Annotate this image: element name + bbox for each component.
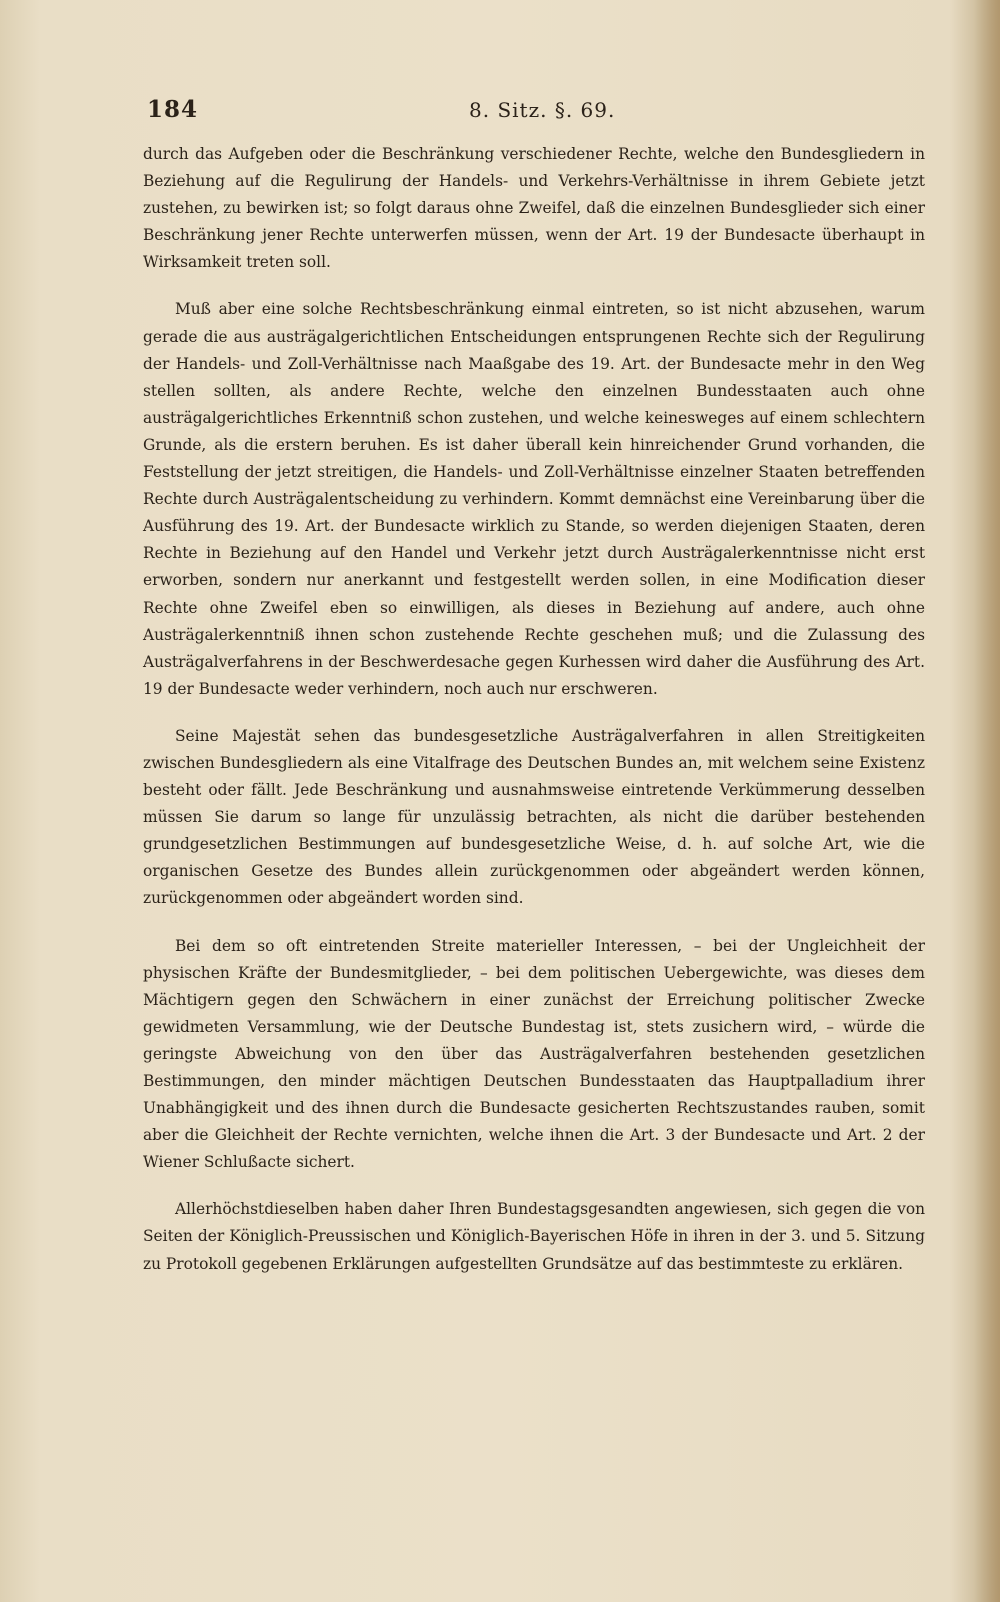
page-number: 184: [147, 96, 199, 123]
running-head: 8. Sitz. §. 69.: [469, 98, 616, 122]
spine-shadow: [974, 0, 1000, 1602]
paragraph-3: Seine Majestät sehen das bundesgesetzliche Austrägalverfahren in allen Streitigkeiten zwischen Bundesgliedern als eine Vitalfrage des Deutschen Bundes an, mit welchem seine Existenz besteht oder fällt. Jede Beschränkung und ausnahmsweise eintretende Verkümmerung desselben müssen Sie darum so lange für unzulässig betrachten, als nicht die darüber bestehenden grundgesetzlichen Bestimmungen auf bundesgesetzliche Weise, d. h. auf solche Art, wie die organischen Gesetze des Bundes allein zurückgenommen oder abgeändert werden können, zurückgenommen oder abgeändert worden sind.: [143, 726, 925, 908]
paragraph-1: durch das Aufgeben oder die Beschränkung verschiedener Rechte, welche den Bundesgliedern in Beziehung auf die Regulirung der Handels- und Verkehrs-Verhältnisse in ihrem Gebiete jetzt zustehen, zu bewirken ist; so folgt daraus ohne Zweifel, daß die einzelnen Bundesglieder sich einer Beschränkung jener Rechte unterwerfen müssen, wenn der Art. 19 der Bundesacte überhaupt in Wirksamkeit treten soll.: [143, 145, 925, 272]
body-text: [143, 141, 925, 1298]
page-header: [140, 96, 916, 130]
paragraph-2: Muß aber eine solche Rechtsbeschränkung einmal eintreten, so ist nicht abzusehen, warum gerade die aus austrägalgerichtlichen Entscheidungen entsprungenen Rechte sich der Regulirung der Handels- und Zoll-Verhältnisse nach Maaßgabe des 19. Art. der Bundesacte mehr in den Weg stellen sollten, als andere Rechte, welche den einzelnen Bundesstaaten auch ohne austrägalgerichtliches Erkenntniß schon zustehen, und welche keinesweges auf einem schlechtern Grunde, als die erstern beruhen. Es ist daher überall kein hinreichender Grund vorhanden, die Feststellung der jetzt streitigen, die Handels- und Zoll-Verhältnisse einzelner Staaten betreffenden Rechte durch Austrägalentscheidung zu verhindern. Kommt demnächst eine Vereinbarung über die Ausführung des 19. Art. der Bundesacte wirklich zu Stande, so werden diejenigen Staaten, deren Rechte in Beziehung auf den Handel und Verkehr jetzt durch Austrägalerkenntnisse nicht erst erworben, sondern nur anerkannt und festgestellt werden sollen, in eine Modification dieser Rechte ohne Zweifel eben so einwilligen, als dieses in Beziehung auf andere, auch ohne Austrägalerkenntniß ihnen schon zustehende Rechte geschehen muß; und die Zulassung des Austrägalverfahrens in der Beschwerdesache gegen Kurhessen wird daher die Ausführung des Art. 19 der Bundesacte weder verhindern, noch auch nur erschweren.: [143, 300, 925, 698]
paragraph-5: Allerhöchstdieselben haben daher Ihren Bundestagsgesandten angewiesen, sich gegen die von Seiten der Königlich-Preussischen und Königlich-Bayerischen Höfe in ihren in der 3. und 5. Sitzung zu Protokoll gegebenen Erklärungen aufgestellten Grundsätze auf das bestimmteste zu erklären.: [143, 1200, 925, 1273]
paragraph-4: Bei dem so oft eintretenden Streite materieller Interessen, – bei der Ungleichheit der physischen Kräfte der Bundesmitglieder, – bei dem politischen Uebergewichte, was dieses dem Mächtigern gegen den Schwächern in einer zunächst der Erreichung politischer Zwecke gewidmeten Versammlung, wie der Deutsche Bundestag ist, stets zusichern wird, – würde die geringste Abweichung von den über das Austrägalverfahren bestehenden gesetzlichen Bestimmungen, den minder mächtigen Deutschen Bundesstaaten das Hauptpalladium ihrer Unabhängigkeit und des ihnen durch die Bundesacte gesicherten Rechtszustandes rauben, somit aber die Gleichheit der Rechte vernichten, welche ihnen die Art. 3 der Bundesacte und Art. 2 der Wiener Schlußacte sichert.: [143, 936, 925, 1172]
